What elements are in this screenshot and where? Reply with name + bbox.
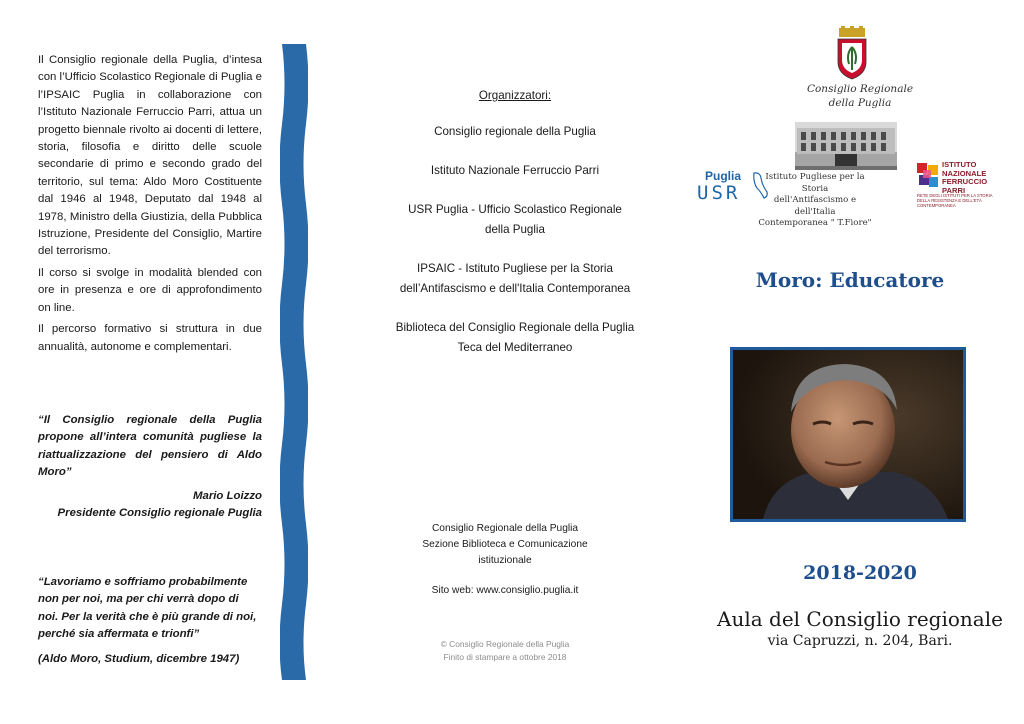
organizer-item bbox=[330, 122, 700, 142]
parri-logo-name bbox=[942, 161, 987, 195]
address: via Capruzzi, n. 204, Bari. bbox=[767, 633, 953, 649]
parri-mark-icon bbox=[917, 163, 939, 189]
intro-paragraph: Il percorso formativo si struttura in due annualità, autonome e complementari. bbox=[38, 323, 262, 353]
intro-paragraph: Il corso si svolge in modalità blended con ore in presenza e ore di approfondimento on line. bbox=[38, 266, 262, 314]
organizer-item bbox=[330, 318, 700, 358]
puglia-crest-icon bbox=[834, 26, 870, 80]
usr-logo-usr: USR bbox=[697, 182, 741, 204]
organizer-item bbox=[330, 161, 700, 181]
parri-name-line: FERRUCCIO bbox=[942, 177, 988, 187]
parri-logo bbox=[917, 161, 997, 211]
organizer-item bbox=[330, 259, 700, 299]
contact-line: Consiglio Regionale della Puglia bbox=[431, 523, 579, 534]
council-logo-line: della Puglia bbox=[828, 97, 892, 109]
parri-name-line: NAZIONALE bbox=[942, 168, 987, 178]
website-link[interactable]: Sito web: www.consiglio.puglia.it bbox=[431, 585, 579, 596]
quote-loizzo: “Il Consiglio regionale della Puglia propone all’intera comunità pugliese la riattualizzazione del pensiero di Aldo Moro” bbox=[38, 414, 262, 479]
contact-block bbox=[370, 521, 640, 569]
parri-logo-subtitle: RETE DEGLI ISTITUTI PER LA STORIA DELLA RESISTENZA E DELL'ETÀ CONTEMPORANEA bbox=[917, 193, 993, 208]
wavy-divider bbox=[280, 44, 308, 680]
ipsaic-logo-line: Istituto Pugliese per la Storia bbox=[765, 172, 865, 194]
organizer-line: Teca del Mediterraneo bbox=[457, 341, 573, 354]
main-title: Moro: Educatore bbox=[755, 268, 945, 292]
intro-paragraph: Il Consiglio regionale della Puglia, d’intesa con l’Ufficio Scolastico Regionale di Puglia e l’IPSAIC Puglia in collaborazione con l’Istituto Nazionale Ferruccio Parri, attua un progetto biennale rivolto ai docenti di lettere, storia, filosofia e diritto delle scuole secondarie di primo e secondo grado del territorio, sul tema: Aldo Moro Costituente dal 1946 al 1948, Deputato dal 1948 al 1978, Ministro della Giustizia, della Pubblica Istruzione, Presidente del Consiglio, Martire del terrorismo. bbox=[38, 54, 262, 258]
quote-author: Mario Loizzo bbox=[193, 490, 262, 502]
venue: Aula del Consiglio regionale bbox=[717, 607, 1003, 631]
copyright-block bbox=[370, 638, 640, 663]
organizer-line: della Puglia bbox=[485, 223, 545, 236]
council-building-image bbox=[795, 122, 897, 170]
parri-name-line: PARRI bbox=[942, 185, 966, 195]
organizer-item bbox=[330, 200, 700, 240]
council-logo-text bbox=[780, 82, 940, 110]
intro-text bbox=[38, 52, 262, 360]
organizer-line: USR Puglia - Ufficio Scolastico Regionale bbox=[408, 203, 622, 216]
ipsaic-logo-line: Contemporanea " T.Fiore" bbox=[758, 218, 872, 228]
organizers-list bbox=[330, 0, 700, 724]
organizer-line: IPSAIC - Istituto Pugliese per la Storia bbox=[417, 262, 613, 275]
quote-moro-source: (Aldo Moro, Studium, dicembre 1947) bbox=[38, 653, 240, 665]
organizer-line: dell’Antifascismo e dell'Italia Contemporanea bbox=[399, 282, 631, 295]
ipsaic-logo-text bbox=[755, 172, 875, 230]
council-logo-line: Consiglio Regionale bbox=[806, 83, 914, 95]
usr-logo-puglia: Puglia bbox=[705, 169, 742, 183]
parri-name-line: ISTITUTO bbox=[942, 160, 977, 169]
quote-author-role: Presidente Consiglio regionale Puglia bbox=[57, 507, 262, 520]
organizer-line: Biblioteca del Consiglio Regionale della Puglia bbox=[395, 321, 635, 334]
years: 2018-2020 bbox=[803, 562, 917, 584]
organizers-heading: Organizzatori: bbox=[478, 89, 552, 102]
organizer-line: Consiglio regionale della Puglia bbox=[434, 125, 596, 138]
aldo-moro-portrait bbox=[730, 347, 966, 522]
organizer-line: Istituto Nazionale Ferruccio Parri bbox=[430, 164, 600, 177]
print-date-line: Finito di stampare a ottobre 2018 bbox=[443, 651, 567, 662]
ipsaic-logo-line: dell'Antifascismo e dell'Italia bbox=[773, 195, 857, 217]
copyright-line: © Consiglio Regionale della Puglia bbox=[440, 639, 570, 649]
contact-line: istituzionale bbox=[478, 555, 532, 566]
contact-line: Sezione Biblioteca e Comunicazione bbox=[422, 539, 588, 550]
quote-loizzo-attribution bbox=[38, 488, 262, 523]
portrait-photo bbox=[733, 350, 963, 519]
quote-moro: “Lavoriamo e soffriamo probabilmente non per noi, ma per chi verrà dopo di noi. Per la verità che è più grande di noi, perché sia affermata e trionfi” bbox=[38, 576, 257, 641]
